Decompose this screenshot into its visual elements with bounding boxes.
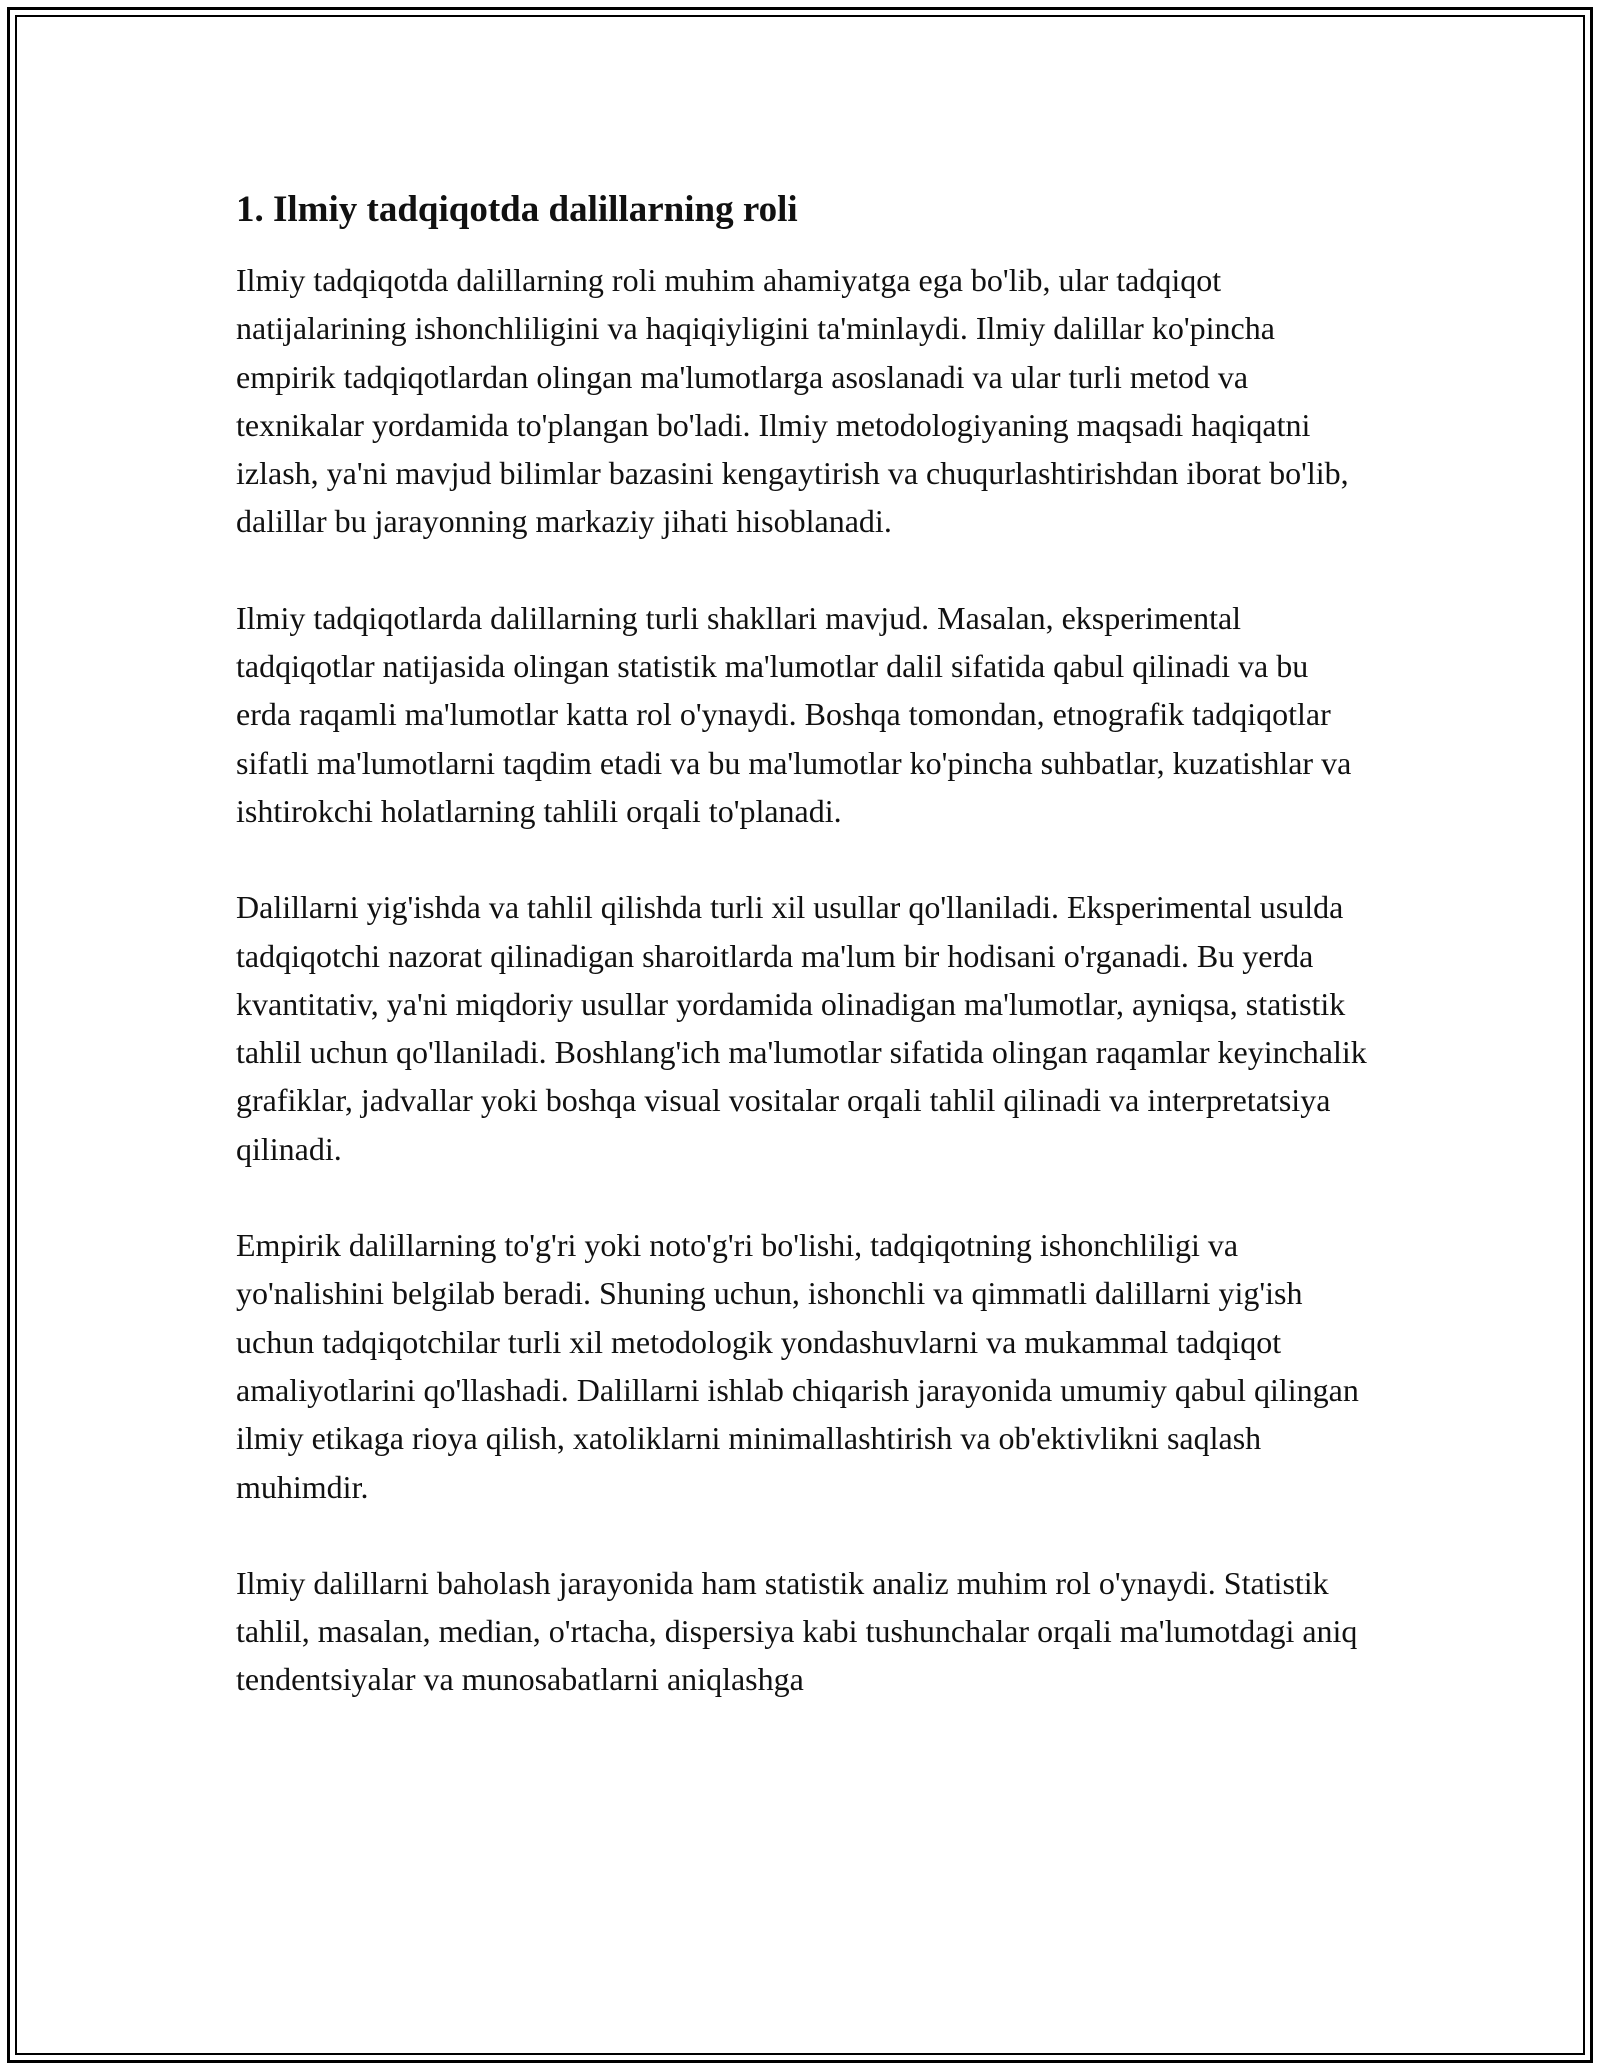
paragraph-1: Ilmiy tadqiqotda dalillarning roli muhim ahamiyatga ega bo'lib, ular tadqiqot natijalarining ishonchliligini va haqiqiyligini ta'minlaydi. Ilmiy dalillar ko'pincha empirik tadqiqotlardan olingan ma'lumotlarga asoslanadi va ular turli metod va texnikalar yordamida to'plangan bo'ladi. Ilmiy metodologiyaning maqsadi haqiqatni izlash, ya'ni mavjud bilimlar bazasini kengaytirish va chuqurlashtirishdan iborat bo'lib, dalillar bu jarayonning markaziy jihati hisoblanadi. — [236, 262, 1349, 540]
paragraph-5: Ilmiy dalillarni baholash jarayonida ham statistik analiz muhim rol o'ynaydi. Statistik tahlil, masalan, median, o'rtacha, dispersiya kabi tushunchalar orqali ma'lumotdagi aniq tendentsiyalar va munosabatlarni aniqlashga — [236, 1564, 1358, 1698]
section-heading: 1. Ilmiy tadqiqotda dalillarning roli — [236, 189, 798, 230]
paragraph-4: Empirik dalillarning to'g'ri yoki noto'g'ri bo'lishi, tadqiqotning ishonchliligi va yo'nalishini belgilab beradi. Shuning uchun, ishonchli va qimmatli dalillarni yig'ish uchun tadqiqotchilar turli xil metodologik yondashuvlarni va mukammal tadqiqot amaliyotlarini qo'llashadi. Dalillarni ishlab chiqarish jarayonida umumiy qabul qilingan ilmiy etikaga rioya qilish, xatoliklarni minimallashtirish va ob'ektivlikni saqlash muhimdir. — [236, 1227, 1359, 1505]
document-body — [236, 186, 1368, 1752]
paragraph-3: Dalillarni yig'ishda va tahlil qilishda turli xil usullar qo'llaniladi. Eksperimental usulda tadqiqotchi nazorat qilinadigan sharoitlarda ma'lum bir hodisani o'rganadi. Bu yerda kvantitativ, ya'ni miqdoriy usullar yordamida olinadigan ma'lumotlar, ayniqsa, statistik tahlil uchun qo'llaniladi. Boshlang'ich ma'lumotlar sifatida olingan raqamlar keyinchalik grafiklar, jadvallar yoki boshqa visual vositalar orqali tahlil qilinadi va interpretatsiya qilinadi. — [236, 889, 1367, 1167]
paragraph-2: Ilmiy tadqiqotlarda dalillarning turli shakllari mavjud. Masalan, eksperimental tadqiqotlar natijasida olingan statistik ma'lumotlar dalil sifatida qabul qilinadi va bu erda raqamli ma'lumotlar katta rol o'ynaydi. Boshqa tomondan, etnografik tadqiqotlar sifatli ma'lumotlarni taqdim etadi va bu ma'lumotlar ko'pincha suhbatlar, kuzatishlar va ishtirokchi holatlarning tahlili orqali to'planadi. — [236, 599, 1352, 829]
